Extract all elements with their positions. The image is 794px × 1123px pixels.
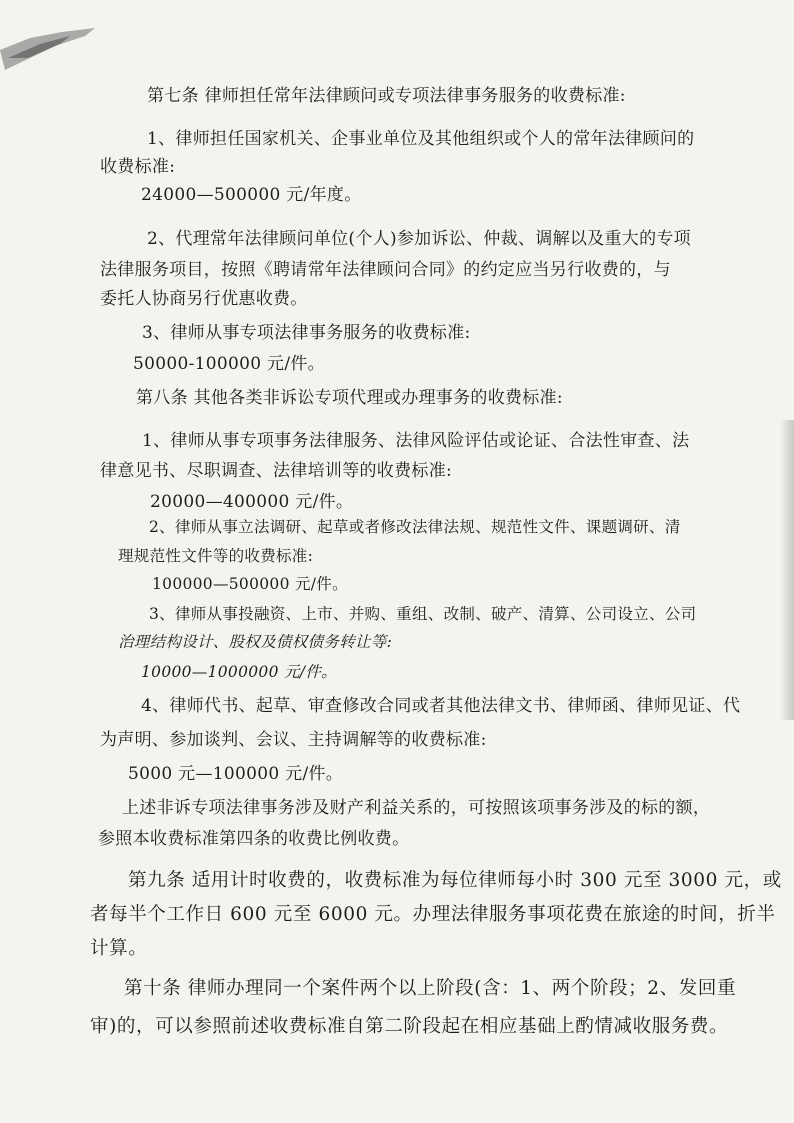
article8-item2-line1: 2、律师从事立法调研、起草或者修改法律法规、规范性文件、课题调研、清 — [149, 518, 681, 536]
article9-line2: 者每半个工作日 600 元至 6000 元。办理法律服务事项花费在旅途的时间，折半 — [90, 904, 776, 925]
article8-item2-line2: 理规范性文件等的收费标准: — [118, 547, 314, 565]
article7-item1-line2: 收费标准: — [100, 157, 176, 177]
article7-item2-line1: 2、代理常年法律顾问单位(个人)参加诉讼、仲裁、调解以及重大的专项 — [147, 229, 691, 249]
article7-item1-fee: 24000—500000 元/年度。 — [141, 185, 362, 205]
page-edge-shadow — [780, 420, 794, 720]
article7-item2-line3: 委托人协商另行优惠收费。 — [100, 289, 308, 309]
article7-item3-fee: 50000-100000 元/件。 — [133, 354, 325, 374]
scan-corner-artifact — [0, 28, 100, 88]
article8-item3-line2: 治理结构设计、股权及债权债务转让等: — [118, 633, 393, 651]
article7-item2-line2: 法律服务项目，按照《聘请常年法律顾问合同》的约定应当另行收费的，与 — [100, 260, 671, 280]
article8-note-line2: 参照本收费标准第四条的收费比例收费。 — [98, 829, 410, 849]
article8-item3-fee: 10000—1000000 元/件。 — [141, 663, 337, 681]
article8-item1-fee: 20000—400000 元/件。 — [150, 492, 354, 512]
article9-line1: 第九条 适用计时收费的，收费标准为每位律师每小时 300 元至 3000 元，或 — [128, 870, 782, 891]
article7-item1-line1: 1、律师担任国家机关、企事业单位及其他组织或个人的常年法律顾问的 — [147, 129, 695, 149]
article8-item2-fee: 100000—500000 元/件。 — [152, 575, 348, 593]
article8-heading: 第八条 其他各类非诉讼专项代理或办理事务的收费标准: — [136, 388, 563, 408]
article7-item3-line1: 3、律师从事专项法律事务服务的收费标准: — [142, 323, 471, 343]
article8-item3-line1: 3、律师从事投融资、上市、并购、重组、改制、破产、清算、公司设立、公司 — [149, 605, 697, 623]
article7-heading: 第七条 律师担任常年法律顾问或专项法律事务服务的收费标准: — [147, 86, 626, 106]
article10-line1: 第十条 律师办理同一个案件两个以上阶段(含：1、两个阶段；2、发回重 — [124, 978, 737, 999]
article8-note-line1: 上述非诉专项法律事务涉及财产利益关系的，可按照该项事务涉及的标的额， — [122, 798, 711, 818]
article8-item1-line1: 1、律师从事专项事务法律服务、法律风险评估或论证、合法性审查、法 — [142, 431, 690, 451]
article8-item4-line2: 为声明、参加谈判、会议、主持调解等的收费标准: — [100, 730, 487, 750]
article8-item4-fee: 5000 元—100000 元/件。 — [128, 764, 344, 784]
article8-item4-line1: 4、律师代书、起草、审查修改合同或者其他法律文书、律师函、律师见证、代 — [141, 696, 741, 716]
article10-line2: 审)的，可以参照前述收费标准自第二阶段起在相应基础上酌情减收服务费。 — [90, 1016, 729, 1037]
article9-line3: 计算。 — [90, 938, 148, 959]
article8-item1-line2: 律意见书、尽职调查、法律培训等的收费标准: — [100, 461, 453, 481]
